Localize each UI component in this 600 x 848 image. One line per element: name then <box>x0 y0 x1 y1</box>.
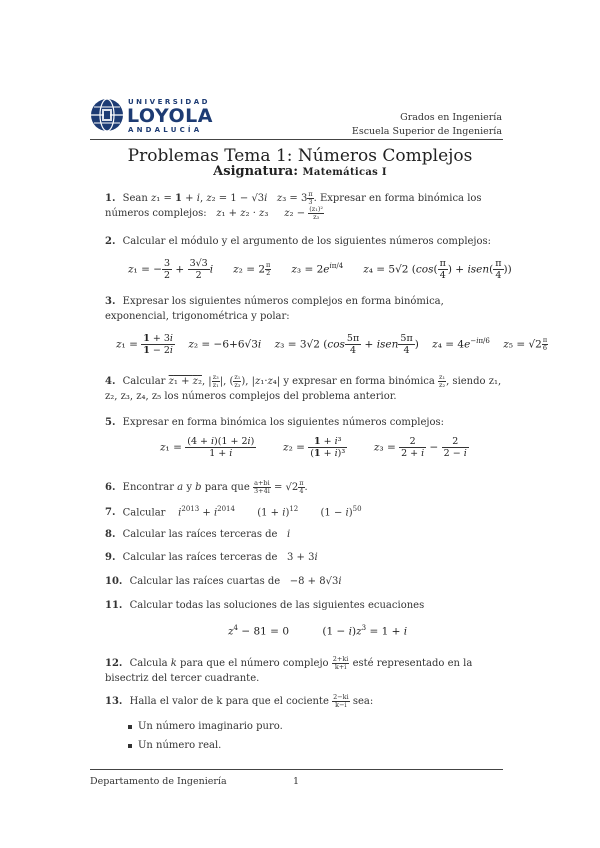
problem-text: esté representado en la bisectriz del tercer cuadrante. <box>105 658 473 684</box>
problem-text: Calcular las raíces cuartas de <box>129 576 281 587</box>
problem-3 <box>105 294 505 324</box>
problem-9: 9. Calcular las raíces terceras de 3 + 3i <box>105 552 318 563</box>
problem-number: 12. <box>105 658 123 669</box>
header-line-1: Grados en Ingeniería <box>400 112 502 123</box>
bullet-text: Un número imaginario puro. <box>138 721 283 732</box>
logo-main-text: LOYOLA <box>127 105 213 127</box>
problem-text: Calcula <box>129 658 168 669</box>
bullet-text: Un número real. <box>138 740 222 751</box>
header-divider <box>90 139 503 140</box>
footer-divider <box>90 769 503 770</box>
problem-text: Sean <box>122 193 148 204</box>
problem-number: 2. <box>105 236 116 247</box>
problem-12: 12. Calcula k para que el número complejo $\frac{2+ki}{k+i}$ esté representado en la bisectriz del tercer cuadrante. <box>105 655 473 684</box>
problem-10: 10. Calcular las raíces cuartas de −8 + 8√3i <box>105 576 342 587</box>
problem-13: 13. Halla el valor de k para que el cociente $\frac{2-ki}{k-i}$ sea: <box>105 693 374 709</box>
problem-number: 11. <box>105 600 123 611</box>
problem-number: 3. <box>105 296 116 307</box>
problem-number: 7. <box>105 507 116 519</box>
problem-number: 5. <box>105 417 116 428</box>
page-number: 1 <box>293 776 300 787</box>
problem-text: Calcular el módulo y el argumento de los siguientes números complejos: <box>122 236 492 247</box>
problem-5-equations: z₁ = $\frac{(4 + i)(1 + 2i)}{1 + i}$ z₂ = $\frac{\text{1 + i³}}{\text{(1 + i)³}}$ z₃ = $\frac{2}{2 + i}$ − $\frac{2}{2 - i}$ <box>160 436 467 459</box>
bullet-square-icon <box>128 725 132 729</box>
bullet-item <box>128 740 221 751</box>
subtitle-label: Asignatura: <box>213 164 299 179</box>
problem-1: 1. Sean z₁ = 1 + i, z₂ = 1 − √3i z₃ = 3 $\frac{\pi}{3}$ . Expresar en forma binómica los números complejos: z₁ + z₂ · z₃ z₂ − $\frac{\text{(z₁)²}}{\text{z₃}}$ <box>105 190 482 221</box>
problem-number: 6. <box>105 482 116 493</box>
problem-7: 7. Calcular $i^{2013} + i^{2014}$ $(1 + i)^{12}$ $(1 - i)^{50}$ <box>105 505 362 519</box>
problem-text: sea: <box>352 696 374 707</box>
problem-3-equations: z₁ = $\frac{1 + 3i}{1 - 2i}$ z₂ = −6+6√3i z₃ = 3√2 (cos $\frac{5\pi}{4}$ + isen $\frac{5\pi}{4}$ ) $z_4 = 4e^{-i\pi/6}$ z₅ = √2 $\frac{\pi}{6}$ <box>116 333 548 356</box>
problem-5 <box>105 415 505 430</box>
problem-text: Halla el valor de k para que el cociente <box>129 696 329 707</box>
bullet-item <box>128 721 283 732</box>
problem-text: . Expresar en forma binómica los números complejos: <box>105 193 482 219</box>
problem-2 <box>105 234 505 249</box>
university-logo <box>90 96 213 136</box>
problem-text: para que el número complejo <box>180 658 329 669</box>
problem-text: Calcular las raíces terceras de <box>122 529 278 540</box>
globe-icon <box>90 98 124 132</box>
problem-text: y expresar en forma binómica <box>283 376 435 387</box>
problem-2-equations: z₁ = − $\frac{3}{2}$ + $\frac{3√3}{2}$ i z₂ = 2 $\frac{\pi}{2}$ $z_3 = 2e^{i\pi/4}$ z₄ = 5√2 (cos( $\frac{\pi}{4}$ ) + isen( $\frac{\pi}{4}$ )) <box>128 258 512 281</box>
subtitle-value: Matemáticas I <box>302 167 387 178</box>
logo-bottom-text: ANDALUCÍA <box>128 126 203 134</box>
problem-number: 1. <box>105 193 116 204</box>
problem-number: 13. <box>105 696 123 707</box>
problem-text: Expresar los siguientes números complejos en forma binómica, exponencial, trigonométrica y polar: <box>105 296 444 322</box>
problem-text: para que <box>204 482 250 493</box>
footer-department: Departamento de Ingeniería <box>90 776 227 787</box>
problem-6: 6. Encontrar a y b para que $\frac{a+bi}{3+4i}$ = √2 $\frac{\pi}{4}$ . <box>105 479 308 495</box>
problem-text: Calcular <box>122 376 166 387</box>
problem-text: , siendo z₁, z₂, z₃, z₄, z₅ los números complejos del problema anterior. <box>105 376 502 402</box>
header-info <box>352 111 502 139</box>
problem-11-equations: $z^4 - 81 = 0$ $(1 - i)z^3 = 1 + i$ <box>228 624 408 638</box>
page-subtitle <box>0 164 600 179</box>
problem-text: Encontrar <box>122 482 174 493</box>
problem-text: Calcular <box>122 507 166 519</box>
problem-4: 4. Calcular z₁ + z₂, | $\frac{\text{z₃}}{\text{z₁}}$ |, ( $\frac{\text{z₁}}{\text{z₃}}$ ), |z₁·z₄| y expresar en forma binómica $\frac{\text{z₁}}{\text{z₂}}$ , siendo z₁, z₂, z₃, z₄, z₅ los números complejos del problema anterior. <box>105 373 502 402</box>
header-line-2: Escuela Superior de Ingeniería <box>351 126 502 137</box>
problem-text: Calcular las raíces terceras de <box>122 552 278 563</box>
problem-text: Calcular todas las soluciones de las siguientes ecuaciones <box>129 600 425 611</box>
problem-text: Expresar en forma binómica los siguientes números complejos: <box>122 417 445 428</box>
bullet-square-icon <box>128 744 132 748</box>
problem-8: 8. Calcular las raíces terceras de i <box>105 529 291 540</box>
problem-number: 8. <box>105 529 116 540</box>
problem-number: 4. <box>105 376 116 387</box>
problem-11 <box>105 598 505 613</box>
page-title: Problemas Tema 1: Números Complejos <box>127 146 473 166</box>
logo-top-text: UNIVERSIDAD <box>128 98 210 106</box>
problem-number: 9. <box>105 552 116 563</box>
problem-number: 10. <box>105 576 123 587</box>
